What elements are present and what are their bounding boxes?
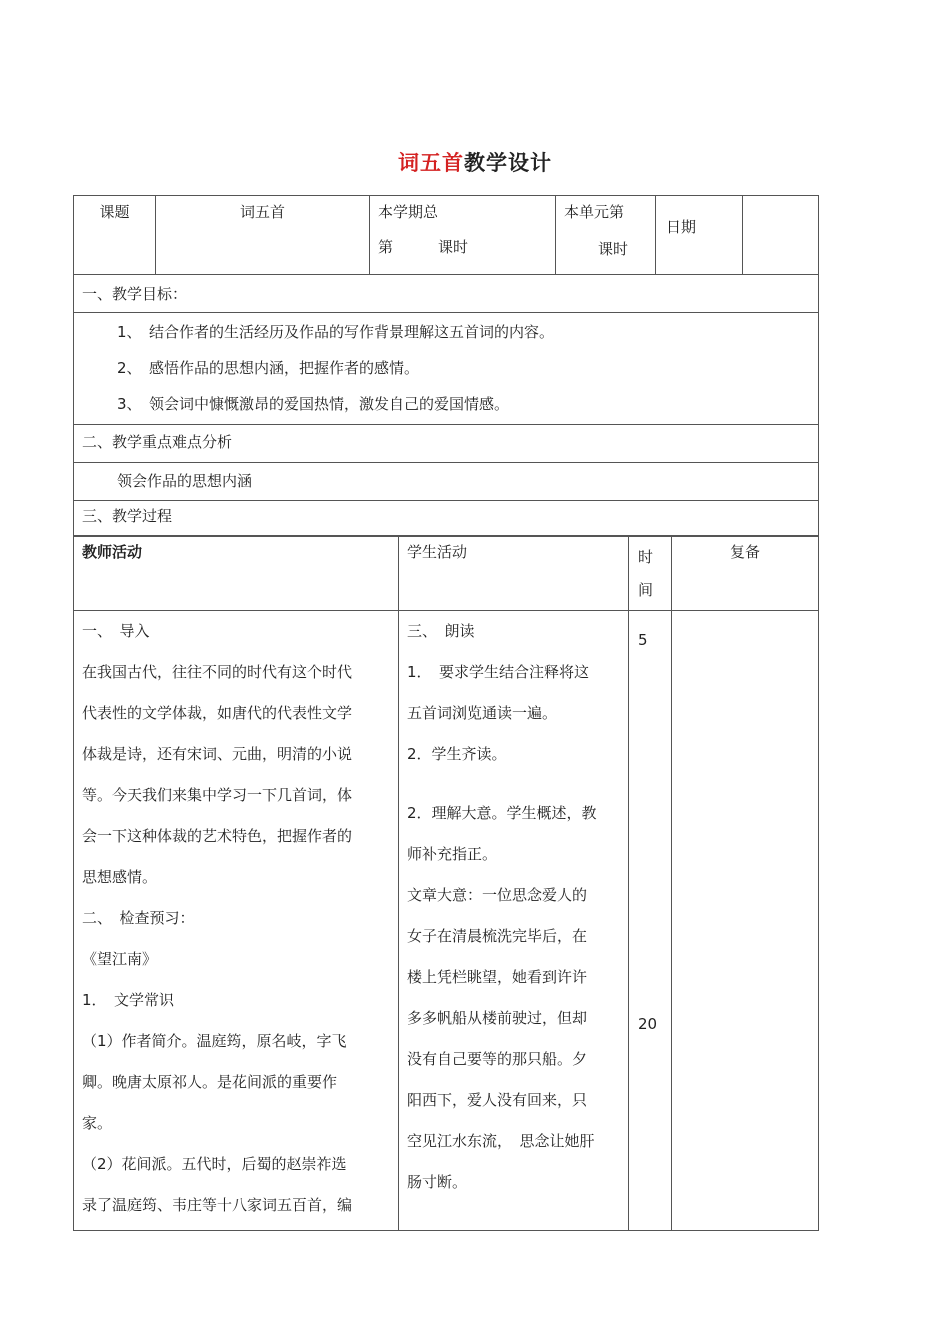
student-line: 没有自己要等的那只船。夕 [407,1050,588,1068]
time-content [629,611,672,1231]
title-red: 词五首 [398,151,464,175]
student-line: 空见江水东流， 思念让她肝 [407,1132,595,1150]
review-content [672,611,819,1231]
student-line: 肠寸断。 [407,1173,468,1191]
teacher-line: 思想感情。 [82,868,158,886]
teacher-activity-content [74,611,399,1231]
unit-line1: 本单元第 [564,203,625,221]
teacher-line: 1． 文学常识 [82,991,175,1009]
teacher-line: 《望江南》 [82,950,158,968]
student-line: 女子在清晨梳洗完毕后，在 [407,927,588,945]
title-black: 教学设计 [464,151,552,175]
subject-value: 词五首 [156,196,370,275]
page-title [0,147,950,177]
teacher-line: 二、 检查预习： [82,909,195,927]
date-value [743,196,819,275]
student-line: 师补充指正。 [407,845,498,863]
unit-cell [556,196,656,275]
time-value: 20 [638,1015,658,1033]
time-header: 时 间 [629,536,672,611]
goal-item: 3、 领会词中慷慨激昂的爱国热情，激发自己的爱国情感。 [117,395,510,413]
teacher-line: （1）作者简介。温庭筠，原名岐，字飞 [82,1032,347,1050]
teacher-line: 卿。晚唐太原祁人。是花间派的重要作 [82,1073,338,1091]
term-total-line2: 第 课时 [378,238,469,256]
teacher-line: 会一下这种体裁的艺术特色，把握作者的 [82,827,353,845]
teacher-line: 在我国古代，往往不同的时代有这个时代 [82,663,353,681]
section2-content: 领会作品的思想内涵 [74,463,819,501]
goal-item: 1、 结合作者的生活经历及作品的写作背景理解这五首词的内容。 [117,323,555,341]
student-line: 文章大意：一位思念爱人的 [407,886,588,904]
teacher-line: 代表性的文学体裁，如唐代的代表性文学 [82,704,353,722]
teacher-line: 体裁是诗，还有宋词、元曲，明清的小说 [82,745,353,763]
teacher-line: 录了温庭筠、韦庄等十八家词五百首，编 [82,1196,353,1214]
student-activity-header: 学生活动 [399,536,629,611]
student-line [407,775,620,793]
goal-item: 2、 感悟作品的思想内涵，把握作者的感情。 [117,359,420,377]
teacher-line: 一、 导入 [82,622,150,640]
section3-heading: 三、教学过程 [74,501,819,537]
goals-cell [74,313,819,425]
student-line: 1． 要求学生结合注释将这 [407,663,590,681]
unit-line2: 课时 [598,240,629,258]
section1-heading: 一、教学目标： [74,275,819,313]
review-header: 复备 [672,536,819,611]
student-line: 三、 朗读 [407,622,475,640]
student-activity-content [399,611,629,1231]
teacher-line: （2）花间派。五代时，后蜀的赵崇祚选 [82,1155,347,1173]
process-table [73,535,819,1231]
section2-heading: 二、教学重点难点分析 [74,425,819,463]
subject-label: 课题 [74,196,156,275]
student-line: 2．学生齐读。 [407,745,507,763]
teacher-line: 等。今天我们来集中学习一下几首词，体 [82,786,353,804]
student-line: 2．理解大意。学生概述，教 [407,804,597,822]
date-label: 日期 [656,196,743,275]
teacher-activity-header: 教师活动 [74,536,399,611]
student-line: 阳西下，爱人没有回来，只 [407,1091,588,1109]
term-total-line1: 本学期总 [378,203,439,221]
term-total-cell [370,196,556,275]
header-table [73,195,819,537]
student-line: 多多帆船从楼前驶过，但却 [407,1009,588,1027]
student-line: 五首词浏览通读一遍。 [407,704,558,722]
time-value: 5 [638,631,648,649]
teacher-line: 家。 [82,1114,113,1132]
student-line: 楼上凭栏眺望，她看到许许 [407,968,588,986]
